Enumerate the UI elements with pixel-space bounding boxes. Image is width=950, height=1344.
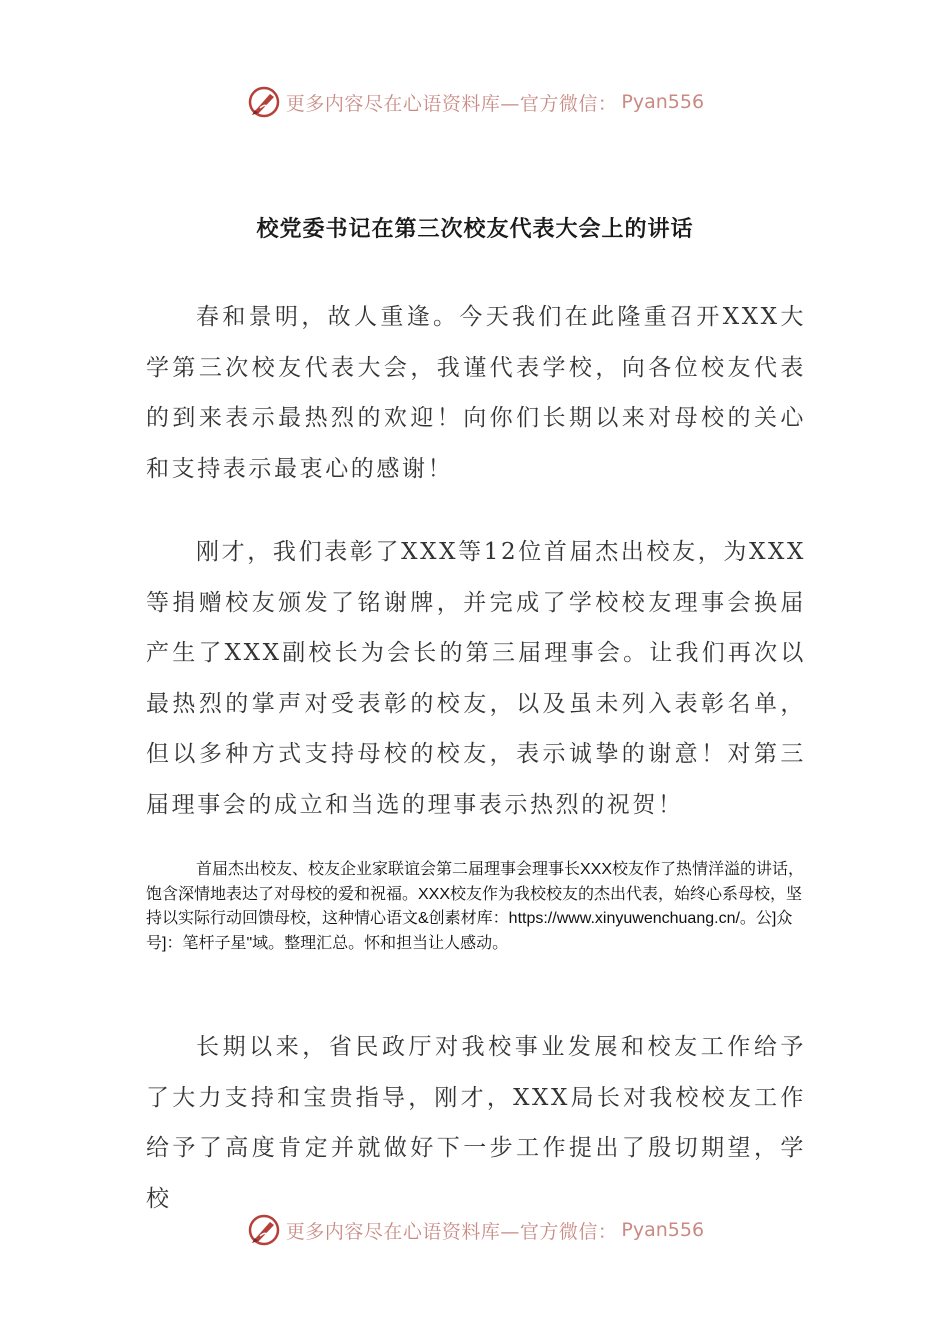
- paragraph-3-small: 首届杰出校友、校友企业家联谊会第二届理事会理事长XXX校友作了热情洋溢的讲话，饱含深情地表达了对母校的爱和祝福。XXX校友作为我校校友的杰出代表，始终心系母校，坚持以实际行动回馈母校，这种情心语文&创素材库：https://www.xinyuwenchuang.cn/。公]众号]：笔杆子星"域。整理汇总。怀和担当让人感动。: [146, 861, 805, 952]
- document-title: 校党委书记在第三次校友代表大会上的讲话: [256, 217, 694, 242]
- watermark-wechat-id: Pyan556: [621, 1219, 705, 1241]
- paragraph-4: 长期以来，省民政厅对我校事业发展和校友工作给予了大力支持和宝贵指导，刚才，XXX局长对我校校友工作给予了高度肯定并就做好下一步工作提出了殷切期望，学校: [146, 1034, 806, 1212]
- paragraph-2: 刚才，我们表彰了XXX等12位首届杰出校友，为XXX等捐赠校友颁发了铭谢牌，并完成了学校校友理事会换届产生了XXX副校长为会长的第三届理事会。让我们再次以最热烈的掌声对受表彰的校友，以及虽未列入表彰名单，但以多种方式支持母校的校友，表示诚挚的谢意！对第三届理事会的成立和当选的理事表示热烈的祝贺！: [146, 539, 806, 818]
- pen-logo-icon: [246, 84, 282, 120]
- paragraph-1: 春和景明，故人重逢。今天我们在此隆重召开XXX大学第三次校友代表大会，我谨代表学校，向各位校友代表的到来表示最热烈的欢迎！向你们长期以来对母校的关心和支持表示最衷心的感谢！: [146, 304, 806, 482]
- pen-logo-icon: [246, 1212, 282, 1248]
- watermark-wechat-id: Pyan556: [621, 91, 705, 113]
- watermark-footer: [0, 1210, 950, 1250]
- watermark-header: [0, 82, 950, 122]
- watermark-text: 更多内容尽在心语资料库—官方微信：: [285, 92, 618, 115]
- watermark-text: 更多内容尽在心语资料库—官方微信：: [285, 1220, 618, 1243]
